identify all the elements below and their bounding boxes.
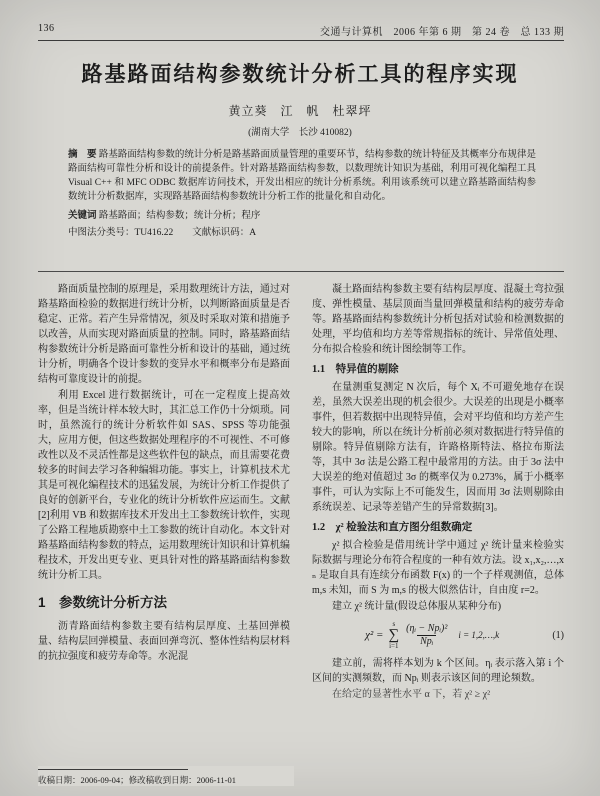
formula-intro: 建立 χ² 统计量(假设总体服从某种分布) — [332, 601, 502, 612]
keywords-line — [68, 209, 536, 223]
abstract — [68, 148, 536, 204]
equation-1-expression — [312, 621, 552, 650]
paragraph: 沥青路面结构参数主要有结构层厚度、土基回弹模量、结构层回弹模量、表面回弹弯沉、整体性结构层材料的抗拉强度和疲劳寿命等。水泥混 — [38, 621, 290, 662]
body-columns — [38, 282, 564, 796]
paragraph: 在量测重复测定 N 次后，每个 Xᵢ 不可避免地存在误差，虽然大误差出现的机会很少。大误差的出现是小概率事件，但若数据中出现特异值，会对平均值和均方差产生较大的影响，所以在统计分析前必须对数据进行特异值的剔除。特异值剔除方法有，许路格斯特法、格拉布斯法等，其中 3σ 法是公路工程中最常用的方法。由于 3σ 法中大误差的绝对值超过 3σ 的概率仅为 0.273%，属于小概率事件，可认为实际上不可能发生，因而用 3σ 法则剔除由系统误差、记录等差错产生的异常数据[3]。 — [312, 382, 564, 513]
abstract-text: 路基路面结构参数的统计分析是路基路面质量管理的重要环节，结构参数的统计特征及其概率分布规律是路面结构可靠性分析和设计的前提条件。针对路基路面结构参数，以数理统计知识为基础，利用可视化编程工具 Visual C++ 和 MFC ODBC 数据库访问技术，开发出相应的统计分析系统。利用该系统可以建立路基路面结构参数统计分析数据库，实现路基路面结构参数统计分析工作的批量化和自动化。 — [68, 150, 536, 202]
affiliation: (湖南大学 长沙 410082) — [248, 128, 352, 138]
front-matter — [68, 148, 536, 240]
paragraph: 建立前，需将样本划为 k 个区间。ηᵢ 表示落入第 i 个区间的实测频数，而 Npᵢ 则表示该区间的理论频数。 — [312, 658, 564, 684]
footnote-text: 收稿日期：2006-09-04；修改稿收到日期：2006-11-01 — [38, 775, 237, 785]
equation-lhs: χ² = — [365, 629, 384, 641]
section-1-2-heading: 1.2 χ² 检验法和直方图分组数确定 — [312, 522, 473, 533]
summation-symbol: s ∑ i=1 — [388, 620, 400, 650]
header-rule — [38, 40, 564, 41]
keywords-label: 关键词 — [68, 211, 97, 221]
abstract-label: 摘 要 — [68, 150, 97, 160]
left-column — [38, 282, 290, 796]
fraction: $\frac{\text{(ηᵢ − Npᵢ)²}}{\text{Npᵢ}}$ — [406, 622, 448, 647]
footnote-rule — [38, 769, 188, 770]
right-column — [312, 282, 564, 796]
keywords-text: 路基路面；结构参数；统计分析；程序 — [98, 211, 261, 221]
section-1-1-heading: 1.1 特异值的剔除 — [312, 364, 399, 375]
paper-title: 路基路面结构参数统计分析工具的程序实现 — [81, 62, 519, 86]
page-number: 136 — [38, 23, 55, 34]
equation-condition: i = 1,2,…,k — [458, 630, 500, 640]
paragraph: χ² 拟合检验是借用统计学中通过 χ² 统计量来检验实际数据与理论分布符合程度的一种有效方法。设 x₁,x₂,…,xₙ 是取自具有连续分布函数 F(x) 的一个子样观测值，总体 m,s 未知，而 S 为 m,s 的极大似然估计，自由度 r=2。 — [312, 540, 564, 596]
paragraph: 利用 Excel 进行数据统计，可在一定程度上提高效率，但是当统计样本较大时，其汇总工作仍十分烦琐。同时，虽然流行的统计分析软件如 SAS、SPSS 等功能强大，应用方便，但这些数据处理程序的不可视性、不可修改性以及不灵活性都是这些软件包的缺点，而且需要花费较多的时间去学习各种编辑功能。事实上，计算机技术尤其是可视化编程技术的迅猛发展，为统计分析工作提供了良好的创新平台，专业化的统计分析软件应运而生。文献[2]利用 VB 和数据库技术开发出土工参数统计软件，实现了公路工程地质勘察中土工参数的统计自动化。本文针对路基路面结构参数的特点，运用数理统计知识和计算机编程技术，开发出更专业、更具针对性的路基路面结构参数统计分析工具。 — [38, 390, 290, 581]
paragraph: 路面质量控制的原理是，采用数理统计方法，通过对路基路面检验的数据进行统计分析，以判断路面质量是否稳定、正常。若产生异常情况，须及时采取对策和措施予以改善，从而实现对路面质量的控制。同时，路基路面结构参数统计分析是路面可靠性分析和设计的基础，通过统计分析，明确各个设计参数的变异水平和概率分布是路面结构可靠度设计的前提。 — [38, 284, 290, 385]
received-date-footnote — [38, 766, 294, 786]
paragraph: 凝土路面结构参数主要有结构层厚度、混凝土弯拉强度、弹性模量、基层顶面当量回弹模量和结构的疲劳寿命等。路基路面结构参数统计分析包括对试验和检测数据的处理，平均值和均方差等常规指标的统计、异常值处理、分布拟合检验和统计图绘制等工作。 — [312, 284, 564, 355]
running-header — [38, 23, 564, 38]
equation-number: (1) — [552, 630, 564, 641]
clc-line: 中图法分类号：TU416.22 文献标识码：A — [68, 228, 257, 238]
journal-info: 交通与计算机 2006 年第 6 期 第 24 卷 总 133 期 — [320, 27, 564, 38]
section-1-heading: 1 参数统计分析方法 — [38, 595, 168, 610]
equation-1 — [312, 621, 564, 650]
front-matter-rule — [38, 271, 564, 272]
partial-cutoff-line: 在给定的显著性水平 α 下，若 χ² ≥ χ² — [332, 689, 491, 700]
authors: 黄立葵 江 帆 杜翠坪 — [228, 104, 372, 118]
